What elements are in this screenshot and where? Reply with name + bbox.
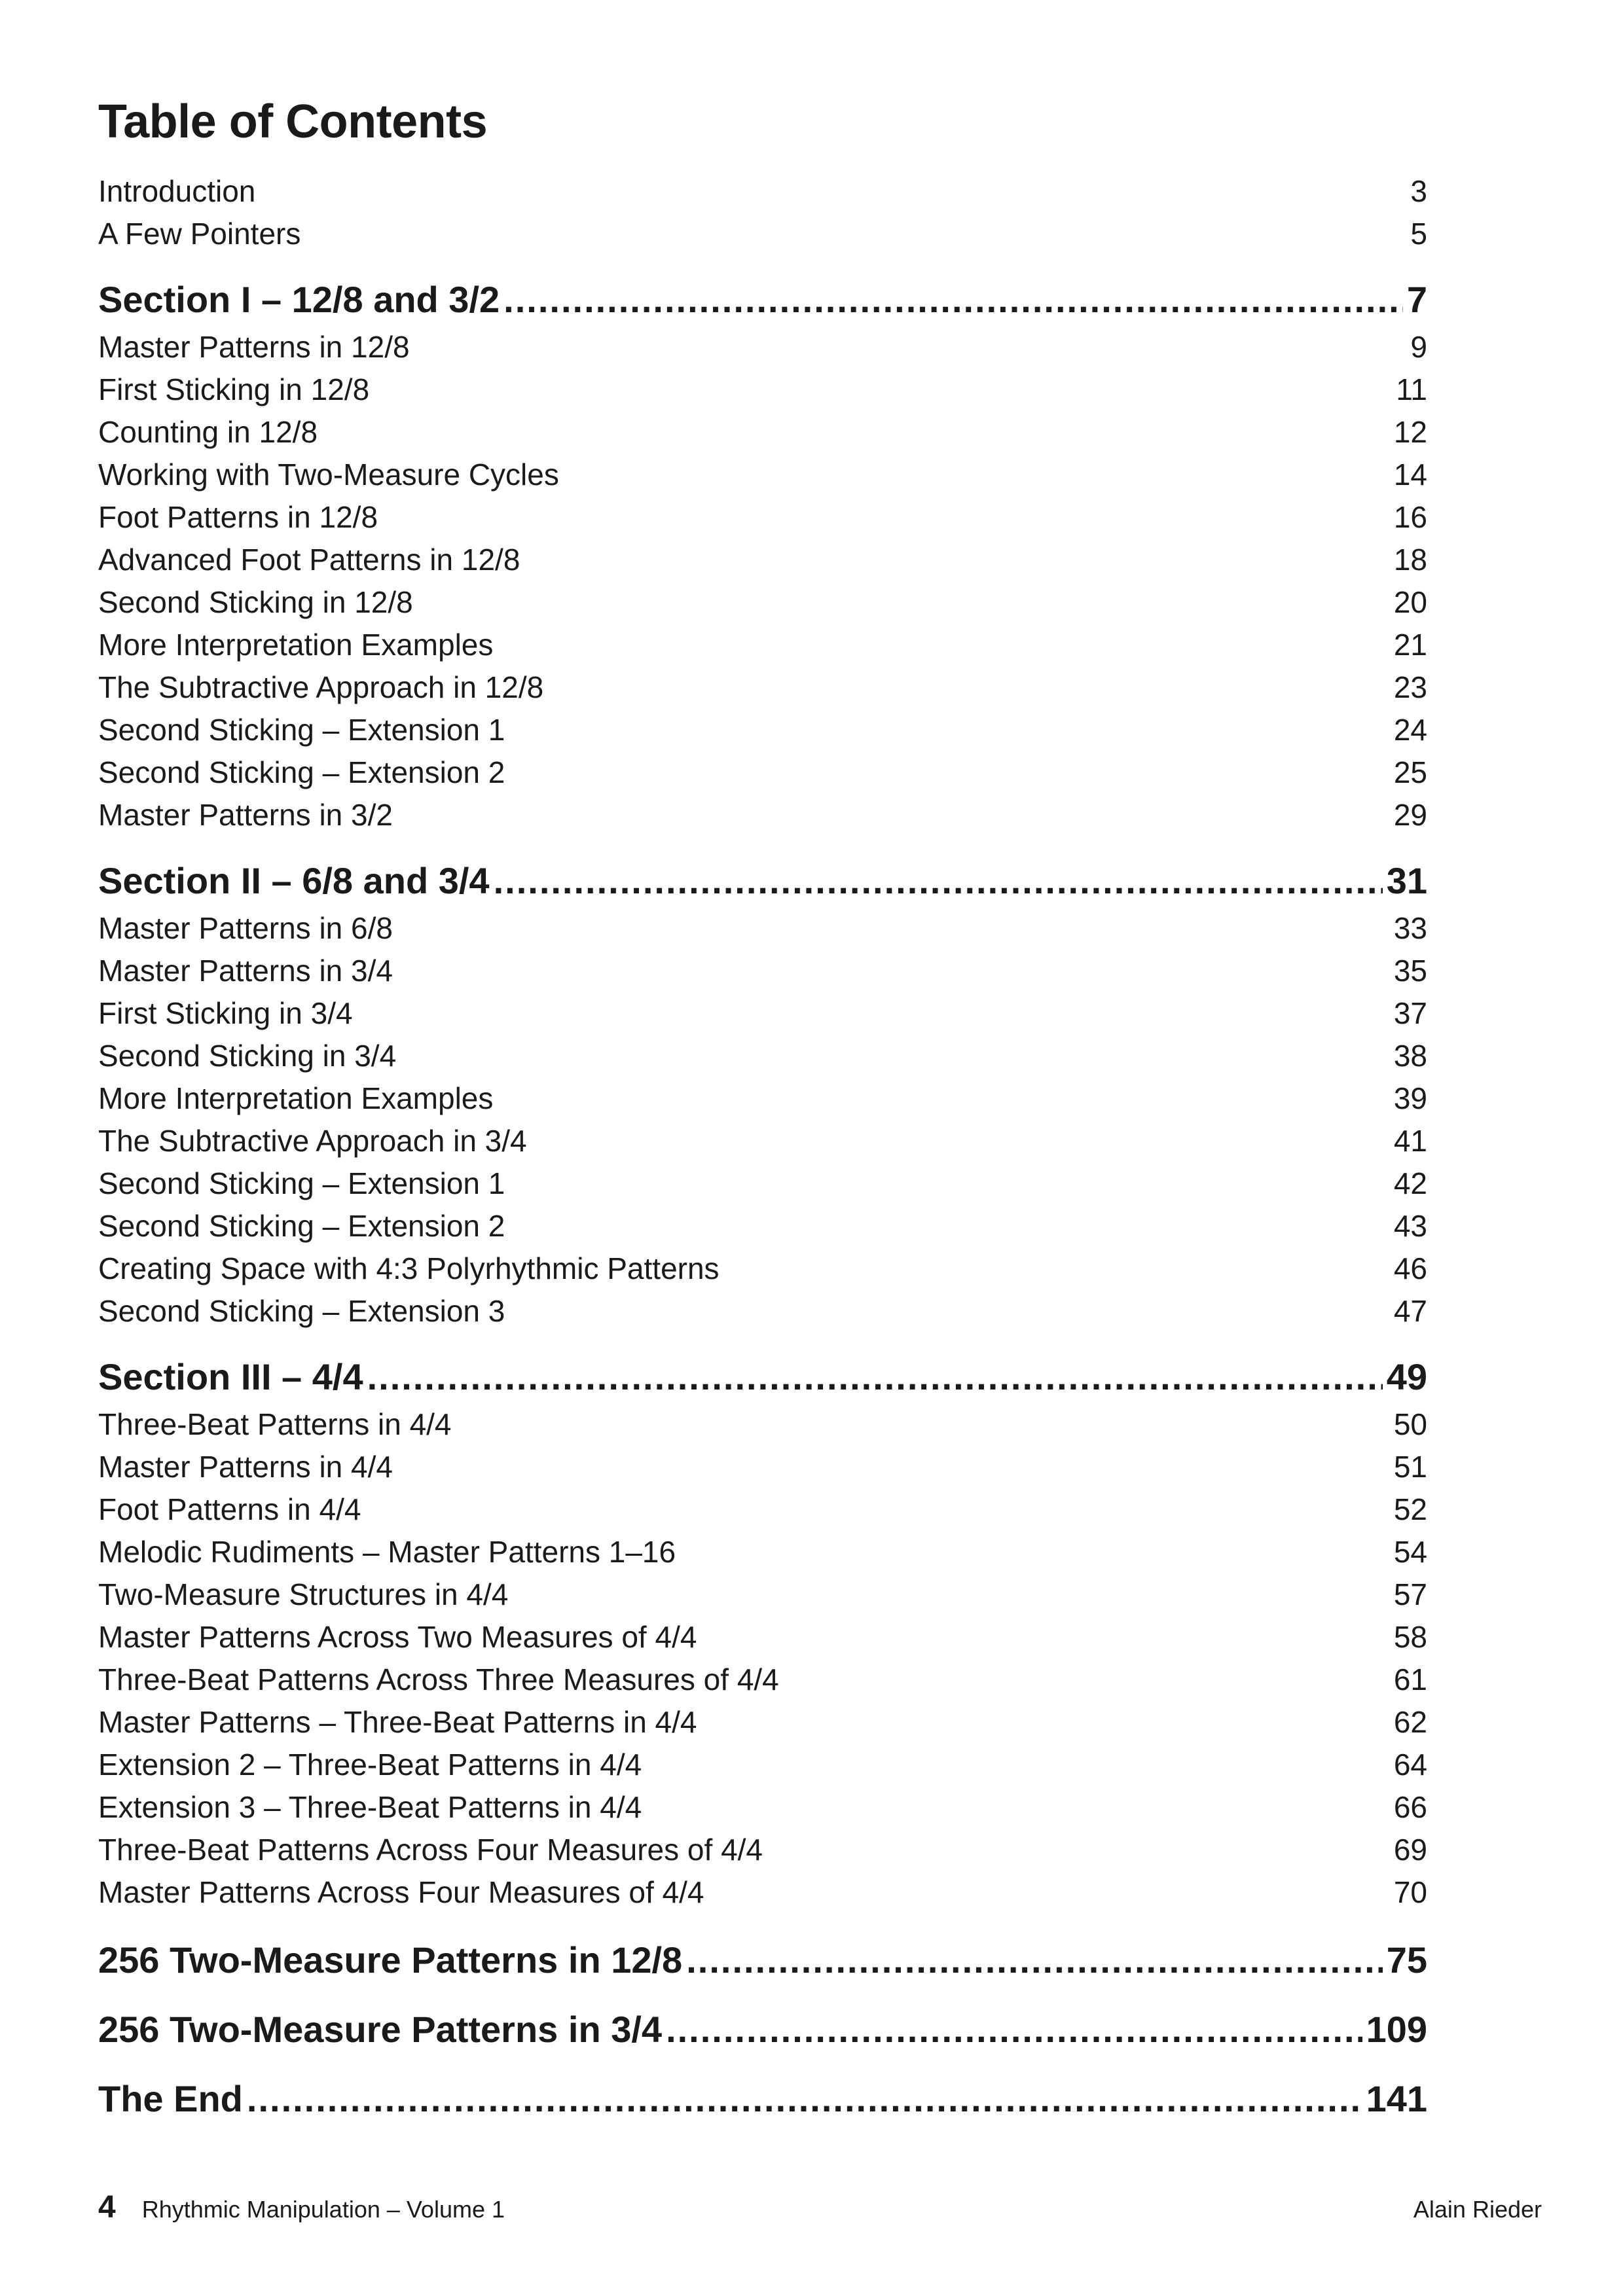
toc-entry-label: Master Patterns in 12/8 (98, 330, 410, 364)
toc-entry[interactable] (98, 1077, 1427, 1120)
toc-entry-page: 47 (1393, 1294, 1427, 1328)
toc-entry-label: Master Patterns – Three-Beat Patterns in 4/4 (98, 1705, 697, 1739)
toc-entry-label: Three-Beat Patterns in 4/4 (98, 1407, 452, 1441)
toc-entry-label: Counting in 12/8 (98, 415, 318, 449)
toc-entry-page: 14 (1393, 457, 1427, 492)
closing-entry[interactable] (98, 2076, 1427, 2122)
closing-group (98, 1937, 1427, 2122)
toc-entry-label: Extension 3 – Three-Beat Patterns in 4/4 (98, 1790, 642, 1824)
footer-author: Alain Rieder (1413, 2196, 1542, 2223)
toc-entry-label: Three-Beat Patterns Across Three Measures of 4/4 (98, 1662, 779, 1696)
toc-entry-label: More Interpretation Examples (98, 628, 494, 662)
toc-entry[interactable] (98, 1446, 1427, 1488)
toc-entry-label: Master Patterns in 3/4 (98, 954, 393, 988)
toc-entry-page: 69 (1393, 1833, 1427, 1867)
toc-entry-label: Second Sticking – Extension 2 (98, 1209, 505, 1243)
toc-entry-label: Foot Patterns in 12/8 (98, 500, 378, 534)
toc-entry[interactable] (98, 1247, 1427, 1290)
toc-entry-page: 66 (1393, 1790, 1427, 1824)
toc-entry-page: 29 (1393, 798, 1427, 832)
toc-entry-label: Creating Space with 4:3 Polyrhythmic Patterns (98, 1251, 720, 1285)
closing-entry-page: 75 (1386, 1939, 1427, 1981)
toc-entry-label: The Subtractive Approach in 12/8 (98, 670, 544, 704)
toc-entry-page: 25 (1393, 755, 1427, 789)
toc-entry-label: Second Sticking in 3/4 (98, 1039, 397, 1073)
dot-leader (686, 1937, 1383, 1983)
toc-entry-page: 21 (1393, 628, 1427, 662)
dot-leader (247, 2076, 1362, 2122)
toc-entry[interactable] (98, 496, 1427, 539)
section-page: 7 (1406, 279, 1427, 320)
toc-entry[interactable] (98, 950, 1427, 992)
toc-entry[interactable] (98, 1488, 1427, 1531)
toc-entry-page: 5 (1410, 217, 1427, 251)
toc-entry-page: 39 (1393, 1081, 1427, 1115)
toc-entry[interactable] (98, 411, 1427, 454)
toc-entry-label: Introduction (98, 174, 256, 208)
toc-entry[interactable] (98, 1162, 1427, 1205)
toc-entry[interactable] (98, 907, 1427, 950)
dot-leader (494, 855, 1383, 907)
closing-entry-title: 256 Two-Measure Patterns in 3/4 (98, 2009, 663, 2050)
section-header[interactable] (98, 855, 1427, 907)
toc-entry-label: Second Sticking – Extension 3 (98, 1294, 505, 1328)
toc-entry-label: Master Patterns Across Four Measures of 4/4 (98, 1875, 704, 1909)
toc-entry-label: First Sticking in 3/4 (98, 996, 353, 1030)
footer-page-number: 4 (98, 2190, 116, 2225)
toc-entry-label: Master Patterns in 6/8 (98, 911, 393, 945)
toc-entry-label: Second Sticking – Extension 1 (98, 713, 505, 747)
dot-leader (367, 1351, 1383, 1403)
toc-entry[interactable] (98, 992, 1427, 1035)
toc-entry-page: 33 (1393, 911, 1427, 945)
toc-entry-page: 46 (1393, 1251, 1427, 1285)
section-page: 49 (1386, 1356, 1427, 1397)
toc-entry[interactable] (98, 1786, 1427, 1829)
section-header[interactable] (98, 274, 1427, 326)
toc-entry-page: 24 (1393, 713, 1427, 747)
page-title: Table of Contents (98, 96, 488, 148)
toc-entry[interactable] (98, 1659, 1427, 1701)
toc-entry-page: 35 (1393, 954, 1427, 988)
toc-entry[interactable] (98, 368, 1427, 411)
toc-entry[interactable] (98, 1120, 1427, 1162)
toc-entry-label: Foot Patterns in 4/4 (98, 1492, 361, 1526)
toc-entry-page: 64 (1393, 1748, 1427, 1782)
closing-entry-page: 141 (1366, 2078, 1427, 2119)
closing-entry[interactable] (98, 1937, 1427, 1983)
toc-entry-page: 16 (1393, 500, 1427, 534)
dot-leader (666, 2007, 1362, 2053)
toc-entry-page: 51 (1393, 1450, 1427, 1484)
toc-entry-page: 9 (1410, 330, 1427, 364)
section-group-3 (98, 1351, 1427, 1914)
toc-entry[interactable] (98, 539, 1427, 581)
toc-entry-page: 23 (1393, 670, 1427, 704)
toc-entry-page: 12 (1393, 415, 1427, 449)
toc-entry[interactable] (98, 1701, 1427, 1744)
toc-entry[interactable] (98, 1403, 1427, 1446)
closing-entry-page: 109 (1366, 2009, 1427, 2050)
section-title: Section III – 4/4 (98, 1356, 363, 1397)
toc-entry-page: 70 (1393, 1875, 1427, 1909)
toc-entry-label: Working with Two-Measure Cycles (98, 457, 559, 492)
toc-entry-label: Melodic Rudiments – Master Patterns 1–16 (98, 1535, 676, 1569)
section-title: Section I – 12/8 and 3/2 (98, 279, 500, 320)
section-header[interactable] (98, 1351, 1427, 1403)
toc-entry[interactable] (98, 666, 1427, 709)
toc-entry-page: 3 (1410, 174, 1427, 208)
toc-entry[interactable] (98, 170, 1427, 213)
toc-entry-page: 20 (1393, 585, 1427, 619)
toc-entry-label: Two-Measure Structures in 4/4 (98, 1577, 509, 1611)
closing-entry-title: The End (98, 2078, 243, 2119)
toc-entry-label: Three-Beat Patterns Across Four Measures of 4/4 (98, 1833, 763, 1867)
intro-group (98, 170, 1427, 255)
toc-entry-page: 38 (1393, 1039, 1427, 1073)
closing-entry-title: 256 Two-Measure Patterns in 12/8 (98, 1939, 683, 1981)
toc-entry-label: A Few Pointers (98, 217, 301, 251)
toc-entry-label: The Subtractive Approach in 3/4 (98, 1124, 527, 1158)
toc-entry-page: 11 (1396, 372, 1427, 406)
toc-entry-label: Extension 2 – Three-Beat Patterns in 4/4 (98, 1748, 642, 1782)
toc-entry[interactable] (98, 751, 1427, 794)
toc-entry-page: 43 (1393, 1209, 1427, 1243)
toc-entry[interactable] (98, 581, 1427, 624)
toc-entry[interactable] (98, 624, 1427, 666)
section-page: 31 (1386, 860, 1427, 901)
toc-entry[interactable] (98, 213, 1427, 255)
page-footer (98, 2189, 1542, 2225)
section-group-2 (98, 855, 1427, 1333)
toc-entry-label: Second Sticking – Extension 1 (98, 1166, 505, 1200)
toc-entry[interactable] (98, 1829, 1427, 1871)
toc-entry-page: 41 (1393, 1124, 1427, 1158)
toc-entry-label: Advanced Foot Patterns in 12/8 (98, 543, 520, 577)
toc-entry[interactable] (98, 1871, 1427, 1914)
dot-leader (503, 274, 1403, 326)
toc-entry[interactable] (98, 326, 1427, 368)
toc-entry[interactable] (98, 709, 1427, 751)
toc-entry-label: Second Sticking – Extension 2 (98, 755, 505, 789)
toc-entry-page: 50 (1393, 1407, 1427, 1441)
toc-entry[interactable] (98, 1573, 1427, 1616)
toc-entry-page: 37 (1393, 996, 1427, 1030)
toc-entry[interactable] (98, 454, 1427, 496)
toc-entry-label: Master Patterns Across Two Measures of 4/4 (98, 1620, 697, 1654)
toc-entry-label: Master Patterns in 4/4 (98, 1450, 393, 1484)
toc-entry[interactable] (98, 1616, 1427, 1659)
toc-entry-page: 54 (1393, 1535, 1427, 1569)
toc-entry-page: 61 (1393, 1662, 1427, 1696)
toc-entry-label: Master Patterns in 3/2 (98, 798, 393, 832)
toc-entry-page: 52 (1393, 1492, 1427, 1526)
section-title: Section II – 6/8 and 3/4 (98, 860, 490, 901)
toc-entry[interactable] (98, 1290, 1427, 1333)
toc-entry[interactable] (98, 1531, 1427, 1573)
toc-entry-label: Second Sticking in 12/8 (98, 585, 413, 619)
section-group-1 (98, 274, 1427, 836)
toc-entry-label: More Interpretation Examples (98, 1081, 494, 1115)
toc-entry-page: 42 (1393, 1166, 1427, 1200)
toc-entry[interactable] (98, 1744, 1427, 1786)
toc-entry-page: 58 (1393, 1620, 1427, 1654)
toc-entry[interactable] (98, 794, 1427, 836)
closing-entry[interactable] (98, 2007, 1427, 2053)
toc-entry-page: 62 (1393, 1705, 1427, 1739)
toc-page (98, 98, 1427, 2122)
footer-book-title: Rhythmic Manipulation – Volume 1 (141, 2196, 505, 2223)
toc-entry[interactable] (98, 1205, 1427, 1247)
toc-entry[interactable] (98, 1035, 1427, 1077)
toc-entry-label: First Sticking in 12/8 (98, 372, 370, 406)
toc-entry-page: 57 (1393, 1577, 1427, 1611)
toc-entry-page: 18 (1393, 543, 1427, 577)
